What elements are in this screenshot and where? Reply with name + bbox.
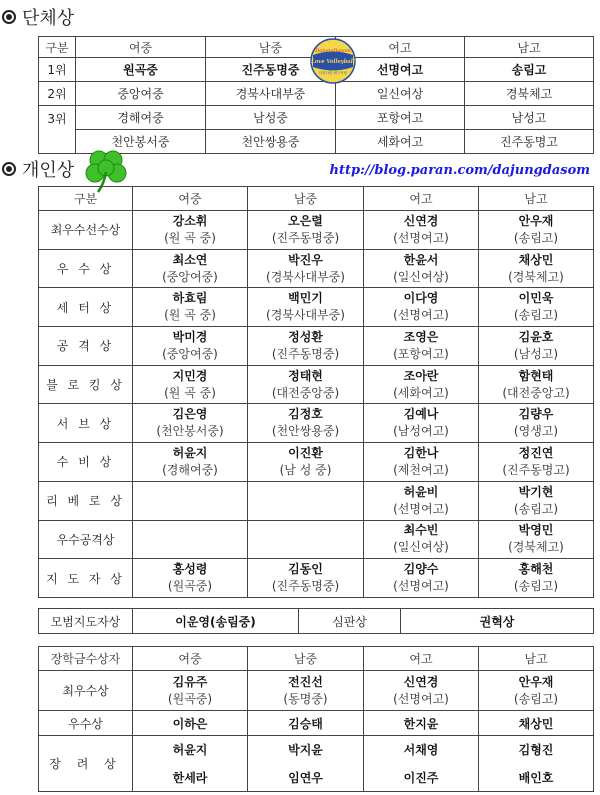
table-row: [39, 249, 594, 288]
winner-name: 함현태: [518, 368, 554, 383]
team-cell: 남성고: [465, 106, 594, 130]
team-cell: 천안봉서중: [76, 130, 206, 154]
winner-school: (원곡중): [167, 691, 213, 706]
winner-cell: [133, 288, 248, 327]
header-cell: 남중: [206, 37, 336, 58]
table-row: [39, 288, 594, 327]
winner-school: (영생고): [513, 424, 559, 439]
award-label: 최우수상: [39, 671, 133, 711]
table-row: [39, 736, 594, 764]
header-cell: 남고: [465, 37, 594, 58]
model-coach-table: [38, 608, 594, 634]
individual-award-table: [38, 186, 594, 598]
winner-name: 이민욱: [518, 291, 554, 306]
winner-school: (원 곡 중): [164, 308, 216, 323]
winner-cell: [133, 365, 248, 404]
team-cell: 진주동명고: [465, 130, 594, 154]
winner-name: 신연경: [403, 674, 439, 689]
logo-text: 다정다솜 배구사랑: [318, 71, 348, 75]
winner-school: (경북사대부중): [266, 308, 345, 323]
award-label: 지 도 자 상: [39, 559, 133, 598]
header-cell: 남고: [479, 647, 594, 671]
winner-name: 조영은: [403, 329, 439, 344]
award-label: 수 비 상: [39, 443, 133, 482]
winner-name: 서채영: [364, 736, 479, 764]
team-cell: 일신여상: [336, 82, 465, 106]
team-cell: 경북사대부중: [206, 82, 336, 106]
winner-cell: [248, 520, 364, 559]
team-cell: 경해여중: [76, 106, 206, 130]
header-cell: 남중: [248, 187, 364, 211]
header-cell: 장학금수상자: [39, 647, 133, 671]
winner-school: (진주동명중): [271, 579, 340, 594]
winner-cell: [133, 559, 248, 598]
header-cell: 여중: [133, 647, 248, 671]
table-row: [39, 211, 594, 250]
winner-school: (경북체고): [508, 269, 564, 284]
winner-school: (송림고): [513, 308, 559, 323]
award-label: 블 로 킹 상: [39, 365, 133, 404]
team-award-label: 단체상: [22, 8, 75, 29]
winner-name: 강소휘: [172, 213, 208, 228]
winner-name: 김윤호: [518, 329, 554, 344]
table-row: [39, 609, 594, 634]
table-header-row: [39, 647, 594, 671]
team-award-title: [2, 4, 74, 30]
winner-name: 지민경: [172, 368, 208, 383]
award-label: 우수공격상: [39, 520, 133, 559]
winner-name: 김형진: [479, 736, 594, 764]
table-row: [39, 711, 594, 736]
winner-school: (선명여고): [393, 230, 449, 245]
winner-cell: [133, 443, 248, 482]
winner-cell: [248, 288, 364, 327]
winner-cell: [364, 481, 479, 520]
logo-text: DajungDasom: [315, 48, 351, 54]
winner-name: 정성환: [288, 329, 323, 344]
bullet-icon: [2, 10, 16, 24]
winner-cell: [364, 211, 479, 250]
winner-cell: [479, 211, 594, 250]
winner-cell: [248, 249, 364, 288]
table-row: [39, 671, 594, 711]
blog-url-link[interactable]: http://blog.paran.com/dajungdasom: [329, 163, 590, 178]
award-label: 리 베 로 상: [39, 481, 133, 520]
team-cell: 진주동명중: [206, 58, 336, 82]
winner-cell: [248, 559, 364, 598]
scholarship-table: [38, 646, 594, 792]
winner-cell: [133, 211, 248, 250]
team-cell: 송림고: [465, 58, 594, 82]
referee-value: 권혁상: [401, 609, 594, 634]
winner-name: 김은영: [172, 407, 208, 422]
table-row: [39, 481, 594, 520]
winner-name: 한지윤: [364, 711, 479, 736]
winner-name: 최수빈: [403, 523, 439, 538]
winner-school: (남 성 중): [279, 462, 332, 477]
winner-school: (대전중앙중): [271, 385, 340, 400]
winner-school: (천안봉서중): [156, 424, 224, 439]
individual-award-title: [2, 156, 74, 182]
winner-name: 김량우: [518, 407, 554, 422]
winner-name: 이진주: [364, 764, 479, 792]
winner-school: (원 곡 중): [164, 385, 216, 400]
model-coach-value: 이운영(송림중): [133, 609, 299, 634]
winner-school: (원 곡 중): [164, 230, 216, 245]
winner-name: 하효림: [172, 291, 208, 306]
winner-school: (남성고): [513, 346, 559, 361]
winner-name: 신연경: [403, 213, 439, 228]
winner-name: 허윤지: [172, 445, 208, 460]
winner-cell: [133, 404, 248, 443]
winner-cell: [364, 443, 479, 482]
winner-cell: [479, 288, 594, 327]
winner-name: 정진연: [518, 445, 554, 460]
winner-school: (경해여중): [162, 462, 218, 477]
bullet-icon: [2, 162, 16, 176]
winner-school: (송림고): [513, 579, 559, 594]
rank-cell: 1위: [39, 58, 76, 82]
winner-cell: [248, 443, 364, 482]
team-cell: 포항여고: [336, 106, 465, 130]
winner-cell: [133, 249, 248, 288]
winner-cell: [479, 520, 594, 559]
winner-school: (선명여고): [393, 579, 449, 594]
winner-cell: [364, 520, 479, 559]
winner-cell: [248, 404, 364, 443]
winner-name: 박기현: [518, 484, 554, 499]
table-row: [39, 443, 594, 482]
winner-name: 한세라: [133, 764, 248, 792]
rank-cell: 3위: [39, 106, 76, 154]
table-header-row: [39, 187, 594, 211]
team-cell: 세화여고: [336, 130, 465, 154]
winner-cell: [364, 404, 479, 443]
winner-name: 안우재: [518, 213, 554, 228]
header-cell: 여중: [133, 187, 248, 211]
winner-name: 조아란: [403, 368, 439, 383]
winner-name: 채상민: [518, 252, 554, 267]
winner-cell: [248, 671, 364, 711]
winner-cell: [364, 365, 479, 404]
winner-name: 홍성령: [172, 562, 208, 577]
header-cell: 여중: [76, 37, 206, 58]
winner-school: (선명여고): [393, 501, 449, 516]
winner-school: (천안쌍용중): [271, 424, 340, 439]
winner-name: 백민기: [288, 291, 323, 306]
table-row: [39, 82, 594, 106]
team-cell: 중앙여중: [76, 82, 206, 106]
table-row: [39, 327, 594, 366]
winner-school: (선명여고): [393, 308, 449, 323]
winner-name: 임연우: [248, 764, 364, 792]
winner-name: 오은렬: [288, 213, 323, 228]
winner-school: (중앙여중): [162, 269, 218, 284]
rank-cell: 2위: [39, 82, 76, 106]
winner-cell: [479, 671, 594, 711]
winner-cell: [479, 365, 594, 404]
winner-school: (포항여고): [393, 346, 449, 361]
logo-text: Love Volleyball: [311, 59, 355, 65]
winner-name: 김양수: [403, 562, 439, 577]
winner-cell: [248, 327, 364, 366]
table-row: [39, 106, 594, 130]
winner-school: (진주동명중): [271, 346, 340, 361]
winner-name: 박지윤: [248, 736, 364, 764]
winner-school: (동명중): [283, 691, 328, 706]
winner-name: 채상민: [479, 711, 594, 736]
header-cell: 남중: [248, 647, 364, 671]
winner-cell: [133, 671, 248, 711]
team-cell: 천안쌍용중: [206, 130, 336, 154]
team-cell: 선명여고: [336, 58, 465, 82]
header-cell: 남고: [479, 187, 594, 211]
winner-school: (제천여고): [393, 462, 449, 477]
winner-cell: [133, 520, 248, 559]
header-cell: 여고: [336, 37, 465, 58]
winner-school: (송림고): [513, 691, 559, 706]
table-row: [39, 520, 594, 559]
winner-school: (일신여상): [393, 540, 449, 555]
winner-cell: [248, 365, 364, 404]
winner-name: 김승태: [248, 711, 364, 736]
winner-cell: [364, 327, 479, 366]
winner-cell: [479, 481, 594, 520]
winner-cell: [479, 559, 594, 598]
winner-name: 김동인: [288, 562, 323, 577]
winner-cell: [133, 327, 248, 366]
winner-name: 배인호: [479, 764, 594, 792]
winner-school: (대전중앙고): [502, 385, 570, 400]
winner-cell: [479, 327, 594, 366]
winner-school: (선명여고): [393, 691, 449, 706]
winner-name: 이진환: [288, 445, 323, 460]
winner-name: 허윤비: [403, 484, 439, 499]
volleyball-logo: [310, 38, 356, 84]
team-cell: 경북체고: [465, 82, 594, 106]
winner-name: 이다영: [403, 291, 439, 306]
model-coach-label: 모범지도자상: [39, 609, 133, 634]
winner-cell: [364, 249, 479, 288]
winner-school: (진주동명중): [271, 230, 340, 245]
winner-school: (중앙여중): [162, 346, 218, 361]
award-label: 세 터 상: [39, 288, 133, 327]
header-cell: 구분: [39, 187, 133, 211]
team-cell: 남성중: [206, 106, 336, 130]
award-label: 우수상: [39, 711, 133, 736]
individual-award-label: 개인상: [22, 160, 75, 181]
header-cell: 여고: [364, 187, 479, 211]
winner-name: 전진선: [288, 674, 323, 689]
winner-name: 최소연: [172, 252, 208, 267]
winner-school: (세화여고): [393, 385, 449, 400]
award-label: 장 려 상: [39, 736, 133, 792]
winner-school: (경북체고): [508, 540, 564, 555]
table-row: [39, 404, 594, 443]
winner-name: 정태현: [288, 368, 323, 383]
winner-name: 허윤지: [133, 736, 248, 764]
winner-name: 김예나: [403, 407, 439, 422]
winner-cell: [364, 559, 479, 598]
winner-cell: [248, 211, 364, 250]
award-label: 서 브 상: [39, 404, 133, 443]
award-label: 공 격 상: [39, 327, 133, 366]
team-cell: 원곡중: [76, 58, 206, 82]
header-cell: 여고: [364, 647, 479, 671]
header-cell: 구분: [39, 37, 76, 58]
winner-school: (원곡중): [167, 579, 213, 594]
winner-name: 김한나: [403, 445, 439, 460]
winner-name: 김유주: [172, 674, 208, 689]
winner-cell: [479, 249, 594, 288]
winner-school: (송림고): [513, 501, 559, 516]
winner-name: 안우재: [518, 674, 554, 689]
winner-name: 김정호: [288, 407, 323, 422]
winner-name: 박진우: [288, 252, 323, 267]
table-row: [39, 365, 594, 404]
award-label: 우 수 상: [39, 249, 133, 288]
winner-name: 박미경: [172, 329, 208, 344]
winner-cell: [248, 481, 364, 520]
winner-cell: [479, 443, 594, 482]
winner-school: (일신여상): [393, 269, 449, 284]
winner-school: (진주동명고): [502, 462, 570, 477]
winner-cell: [364, 671, 479, 711]
referee-label: 심판상: [299, 609, 401, 634]
winner-cell: [133, 481, 248, 520]
winner-cell: [364, 288, 479, 327]
winner-school: (송림고): [513, 230, 559, 245]
winner-name: 한윤서: [403, 252, 439, 267]
award-label: 최우수선수상: [39, 211, 133, 250]
winner-name: 홍해천: [518, 562, 554, 577]
table-row: [39, 559, 594, 598]
winner-school: (남성여고): [393, 424, 449, 439]
winner-cell: [479, 404, 594, 443]
winner-name: 이하은: [133, 711, 248, 736]
winner-school: (경북사대부중): [266, 269, 345, 284]
winner-name: 박영민: [518, 523, 554, 538]
